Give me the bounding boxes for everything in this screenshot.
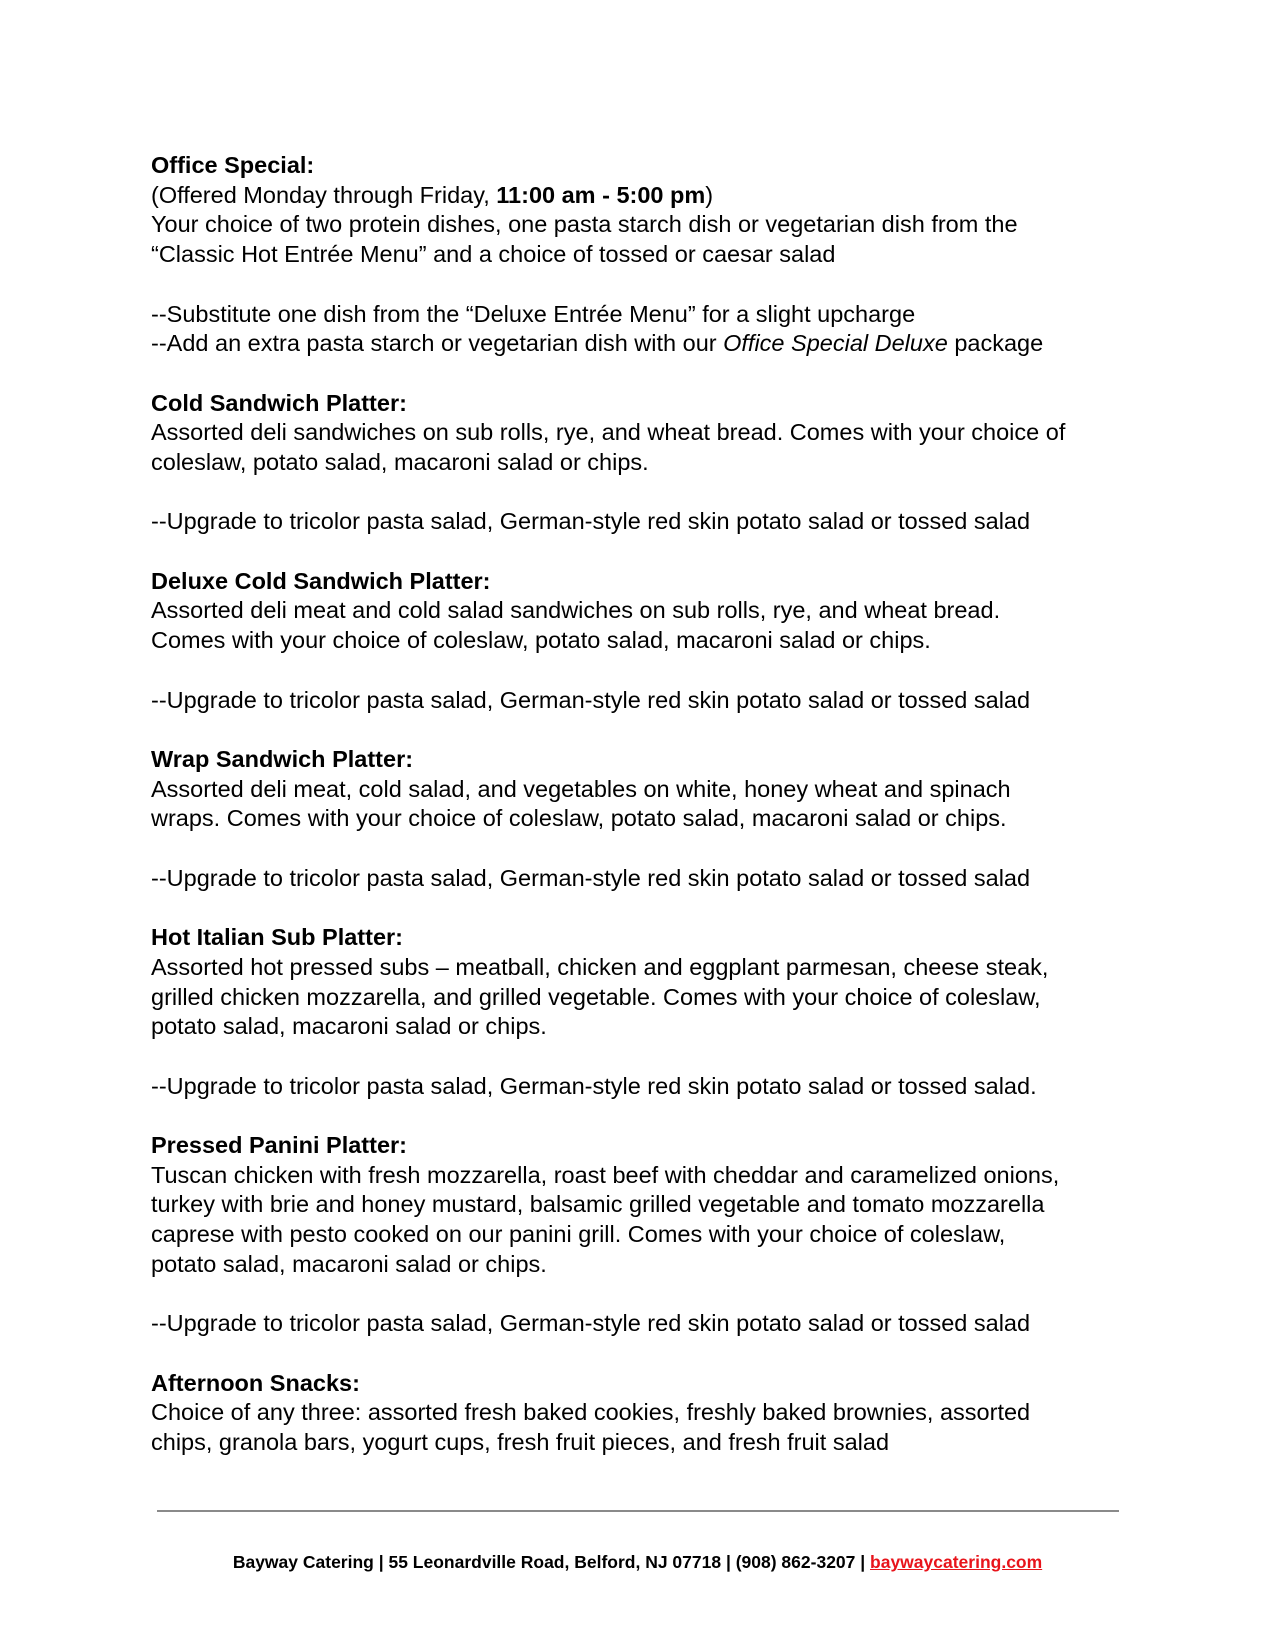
section-deluxe-cold-sandwich-platter: [151, 567, 1151, 716]
spacer: [151, 270, 1151, 300]
spacer: [151, 1042, 1151, 1072]
description-line: wraps. Comes with your choice of coleslaw, potato salad, macaroni salad or chips.: [151, 805, 1007, 832]
section-office-special: [151, 151, 1151, 359]
description-line: potato salad, macaroni salad or chips.: [151, 1013, 547, 1040]
section-cold-sandwich-platter: [151, 389, 1151, 538]
description-line: “Classic Hot Entrée Menu” and a choice of tossed or caesar salad: [151, 241, 836, 268]
package-name: Office Special Deluxe: [723, 330, 948, 357]
spacer: [151, 1280, 1151, 1310]
description-line: turkey with brie and honey mustard, balsamic grilled vegetable and tomato mozzarella: [151, 1191, 1045, 1218]
offered-suffix: ): [705, 181, 714, 208]
description-line: Your choice of two protein dishes, one pasta starch dish or vegetarian dish from the: [151, 211, 1018, 238]
description-line: Comes with your choice of coleslaw, potato salad, macaroni salad or chips.: [151, 627, 931, 654]
footer-divider: [157, 1510, 1119, 1512]
upgrade-line: --Upgrade to tricolor pasta salad, German-style red skin potato salad or tossed salad: [151, 1310, 1031, 1337]
section-heading: Deluxe Cold Sandwich Platter:: [151, 567, 491, 594]
section-heading: Office Special:: [151, 152, 315, 178]
footer: [0, 1552, 1275, 1573]
upgrade-line: --Upgrade to tricolor pasta salad, German-style red skin potato salad or tossed salad: [151, 686, 1031, 713]
option-prefix: --Add an extra pasta starch or vegetarian dish with our: [151, 330, 724, 357]
section-hot-italian-sub-platter: [151, 923, 1151, 1101]
description-line: potato salad, macaroni salad or chips.: [151, 1250, 547, 1277]
description-line: Assorted hot pressed subs – meatball, chicken and eggplant parmesan, cheese steak,: [151, 953, 1049, 980]
section-wrap-sandwich-platter: [151, 745, 1151, 894]
spacer: [151, 478, 1151, 508]
description-line: coleslaw, potato salad, macaroni salad or chips.: [151, 449, 649, 475]
spacer: [151, 656, 1151, 686]
section-heading: Cold Sandwich Platter:: [151, 389, 407, 416]
upgrade-line: --Upgrade to tricolor pasta salad, German-style red skin potato salad or tossed salad: [151, 864, 1031, 891]
option-suffix: package: [947, 330, 1044, 357]
upgrade-line: --Upgrade to tricolor pasta salad, German-style red skin potato salad or tossed salad.: [151, 1072, 1037, 1099]
spacer: [151, 834, 1151, 864]
section-heading: Afternoon Snacks:: [151, 1369, 360, 1396]
description-line: Assorted deli sandwiches on sub rolls, rye, and wheat bread. Comes with your choice of: [151, 419, 1066, 446]
section-heading: Wrap Sandwich Platter:: [151, 745, 414, 772]
upgrade-line: --Upgrade to tricolor pasta salad, German-style red skin potato salad or tossed salad: [151, 508, 1031, 535]
description-line: chips, granola bars, yogurt cups, fresh fruit pieces, and fresh fruit salad: [151, 1429, 890, 1456]
section-heading: Pressed Panini Platter:: [151, 1132, 407, 1159]
option-line: [151, 329, 1151, 359]
section-pressed-panini-platter: [151, 1131, 1151, 1339]
section-afternoon-snacks: [151, 1369, 1151, 1458]
offered-hours: 11:00 am - 5:00 pm: [496, 181, 706, 208]
description-line: grilled chicken mozzarella, and grilled vegetable. Comes with your choice of coleslaw,: [151, 983, 1041, 1010]
description-line: Assorted deli meat, cold salad, and vegetables on white, honey wheat and spinach: [151, 775, 1011, 802]
footer-info: Bayway Catering | 55 Leonardville Road, Belford, NJ 07718 | (908) 862-3207 |: [232, 1552, 871, 1572]
description-line: Choice of any three: assorted fresh baked cookies, freshly baked brownies, assorted: [151, 1399, 1031, 1426]
section-heading: Hot Italian Sub Platter:: [151, 924, 403, 951]
offered-prefix: (Offered Monday through Friday,: [151, 181, 497, 208]
website-link[interactable]: baywaycatering.com: [870, 1552, 1043, 1572]
description-line: Tuscan chicken with fresh mozzarella, roast beef with cheddar and caramelized onions,: [151, 1161, 1060, 1188]
option-line: --Substitute one dish from the “Deluxe Entrée Menu” for a slight upcharge: [151, 300, 916, 327]
menu-content: [151, 151, 1151, 1487]
description-line: Assorted deli meat and cold salad sandwiches on sub rolls, rye, and wheat bread.: [151, 597, 1001, 624]
offered-hours-line: [151, 181, 1151, 211]
description-line: caprese with pesto cooked on our panini grill. Comes with your choice of coleslaw,: [151, 1221, 1006, 1248]
